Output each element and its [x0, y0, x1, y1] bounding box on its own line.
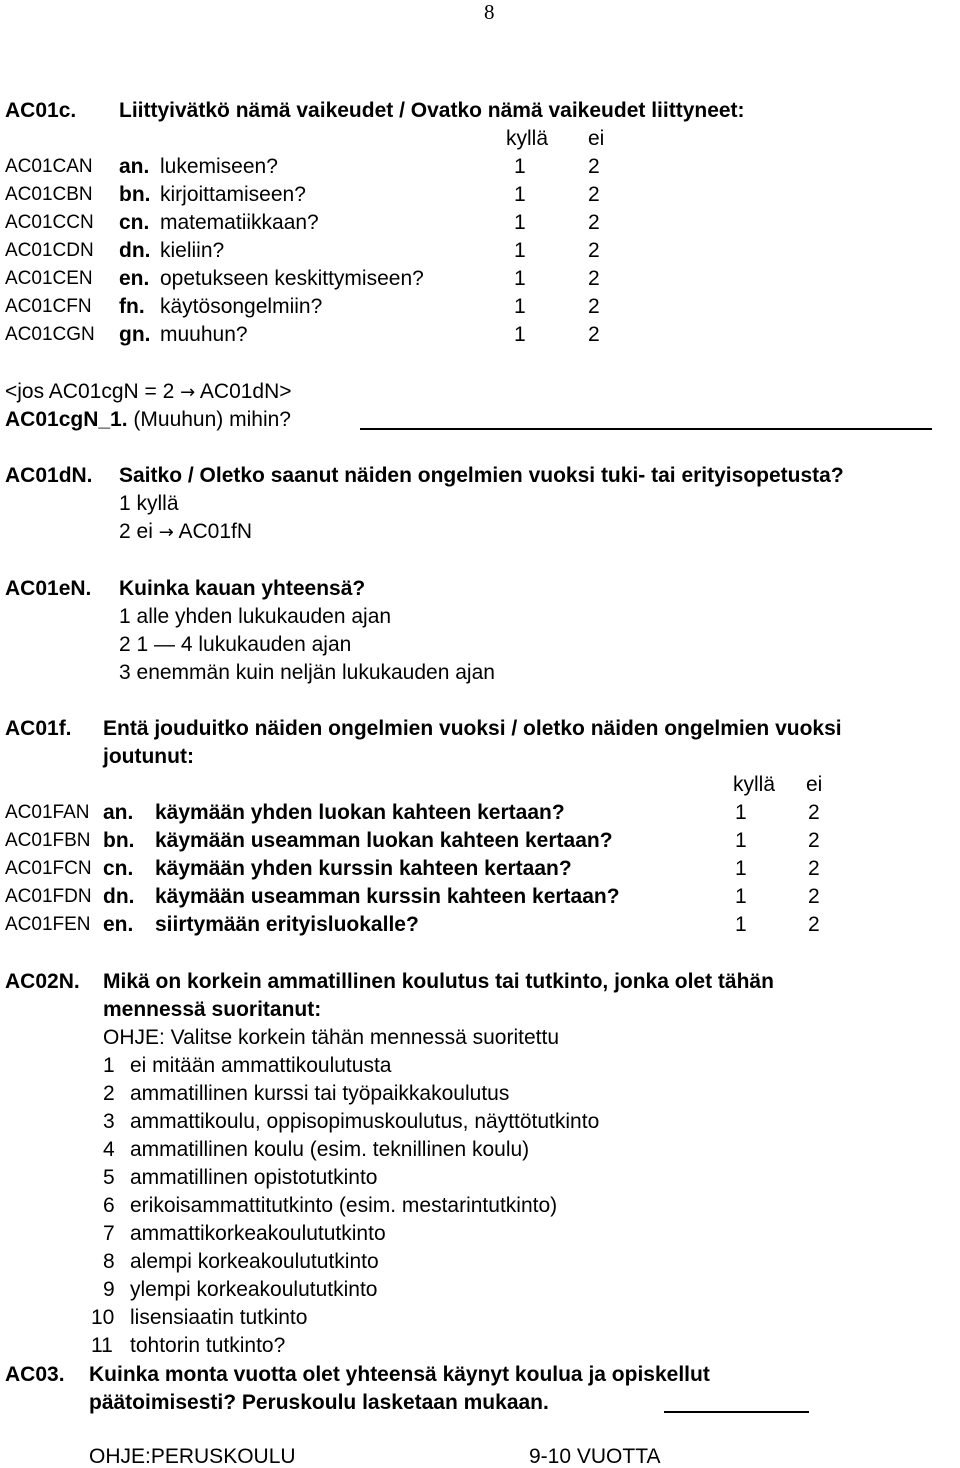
answer-line-years[interactable] [664, 1411, 809, 1413]
question-text-ac01f-line1: Entä jouduitko näiden ongelmien vuoksi / oletko näiden ongelmien vuoksi [103, 717, 842, 740]
answer-yes[interactable]: 1 [735, 829, 747, 852]
item-code: AC01CBN [5, 184, 93, 205]
item-code: AC01FBN [5, 830, 91, 851]
answer-option-ac01d-2-label: 2 ei [119, 520, 153, 543]
item-letter: bn. [103, 829, 135, 852]
question-text-ac02-line2: mennessä suoritanut: [103, 998, 322, 1021]
item-letter: cn. [119, 211, 150, 234]
item-code: AC01FDN [5, 886, 92, 907]
page-number: 8 [484, 0, 495, 24]
answer-yes[interactable]: 1 [735, 885, 747, 908]
item-letter: gn. [119, 323, 151, 346]
question-text-ac01c: Liittyivätkö nämä vaikeudet / Ovatko nämä vaikeudet liittyneet: [119, 99, 745, 122]
question-code-ac01e: AC01eN. [5, 577, 92, 600]
answer-no[interactable]: 2 [588, 211, 600, 234]
item-letter: an. [103, 801, 134, 824]
option-text[interactable]: ammattikoulu, oppisopimuskoulutus, näyttötutkinto [130, 1110, 600, 1133]
item-letter: en. [103, 913, 134, 936]
answer-no[interactable]: 2 [588, 323, 600, 346]
item-letter: cn. [103, 857, 134, 880]
instruction-text: OHJE: Valitse korkein tähän mennessä suoritettu [103, 1026, 560, 1049]
option-number[interactable]: 7 [103, 1222, 115, 1245]
item-code: AC01FAN [5, 802, 90, 823]
item-letter: an. [119, 155, 150, 178]
answer-option-ac01e-2[interactable]: 2 1 — 4 lukukauden ajan [119, 633, 352, 656]
item-letter: dn. [119, 239, 151, 262]
option-number[interactable]: 10 [91, 1306, 115, 1329]
option-text[interactable]: ammattikorkeakoulututkinto [130, 1222, 386, 1245]
skip-target: AC01dN> [199, 380, 292, 403]
arrow-right-icon: → [158, 522, 174, 543]
item-letter: dn. [103, 885, 135, 908]
option-number[interactable]: 5 [103, 1166, 115, 1189]
option-text[interactable]: lisensiaatin tutkinto [130, 1306, 308, 1329]
column-header-yes: kyllä [506, 127, 549, 150]
question-text-ac02-line1: Mikä on korkein ammatillinen koulutus tai tutkinto, jonka olet tähän [103, 970, 774, 993]
item-letter: fn. [119, 295, 145, 318]
instruction-footer-right: 9-10 VUOTTA [529, 1445, 661, 1468]
answer-yes[interactable]: 1 [735, 857, 747, 880]
item-code: AC01CFN [5, 296, 92, 317]
answer-option-ac01e-3[interactable]: 3 enemmän kuin neljän lukukauden ajan [119, 661, 495, 684]
question-text-ac01f-line2: joutunut: [103, 745, 194, 768]
option-text[interactable]: erikoisammattitutkinto (esim. mestarintutkinto) [130, 1194, 558, 1217]
item-text: käymään yhden luokan kahteen kertaan? [155, 801, 565, 824]
answer-yes[interactable]: 1 [514, 183, 526, 206]
option-number[interactable]: 3 [103, 1110, 115, 1133]
item-text: siirtymään erityisluokalle? [155, 913, 419, 936]
question-code-ac01f: AC01f. [5, 717, 72, 740]
option-number[interactable]: 8 [103, 1250, 115, 1273]
answer-no[interactable]: 2 [808, 857, 820, 880]
answer-no[interactable]: 2 [588, 267, 600, 290]
question-other [5, 409, 291, 430]
answer-no[interactable]: 2 [588, 155, 600, 178]
item-code: AC01CAN [5, 156, 93, 177]
option-number[interactable]: 4 [103, 1138, 115, 1161]
question-code-other: AC01cgN_1. [5, 408, 128, 431]
option-text[interactable]: ammatillinen kurssi tai työpaikkakoulutus [130, 1082, 510, 1105]
option-number[interactable]: 9 [103, 1278, 115, 1301]
question-code-ac01d: AC01dN. [5, 464, 93, 487]
item-code: AC01FCN [5, 858, 92, 879]
answer-option-ac01e-1[interactable]: 1 alle yhden lukukauden ajan [119, 605, 392, 628]
column-header-no: ei [588, 127, 605, 150]
answer-yes[interactable]: 1 [514, 295, 526, 318]
answer-option-ac01d-2[interactable] [119, 521, 252, 542]
answer-no[interactable]: 2 [808, 801, 820, 824]
answer-no[interactable]: 2 [808, 913, 820, 936]
answer-yes[interactable]: 1 [514, 267, 526, 290]
option-number[interactable]: 11 [91, 1334, 113, 1357]
answer-no[interactable]: 2 [808, 829, 820, 852]
item-code: AC01CDN [5, 240, 94, 261]
question-text-ac03-line1: Kuinka monta vuotta olet yhteensä käynyt koulua ja opiskellut [89, 1363, 710, 1386]
question-code-ac01c: AC01c. [5, 99, 77, 122]
instruction-footer-left: OHJE:PERUSKOULU [89, 1445, 296, 1468]
arrow-right-icon: → [180, 382, 196, 403]
answer-no[interactable]: 2 [588, 239, 600, 262]
question-text-ac01e: Kuinka kauan yhteensä? [119, 577, 366, 600]
answer-line-other[interactable] [360, 428, 932, 430]
item-letter: en. [119, 267, 150, 290]
item-code: AC01CEN [5, 268, 93, 289]
question-text-other: (Muuhun) mihin? [133, 408, 291, 431]
item-text: muuhun? [160, 323, 248, 346]
item-text: kirjoittamiseen? [160, 183, 306, 206]
column-header-no: ei [806, 773, 823, 796]
answer-yes[interactable]: 1 [514, 155, 526, 178]
question-code-ac03: AC03. [5, 1363, 65, 1386]
question-text-ac03-line2: päätoimisesti? Peruskoulu lasketaan mukaan. [89, 1391, 549, 1414]
item-letter: bn. [119, 183, 151, 206]
item-text: käytösongelmiin? [160, 295, 323, 318]
column-header-yes: kyllä [733, 773, 776, 796]
question-code-ac02: AC02N. [5, 970, 80, 993]
item-code: AC01CGN [5, 324, 95, 345]
option-text[interactable]: ei mitään ammattikoulutusta [130, 1054, 392, 1077]
question-text-ac01d: Saitko / Oletko saanut näiden ongelmien vuoksi tuki- tai erityisopetusta? [119, 464, 844, 487]
option-text[interactable]: ammatillinen opistotutkinto [130, 1166, 378, 1189]
answer-option-ac01d-1[interactable]: 1 kyllä [119, 492, 179, 515]
skip-target: AC01fN [178, 520, 253, 543]
skip-condition [5, 381, 292, 402]
item-text: käymään useamman luokan kahteen kertaan? [155, 829, 613, 852]
item-text: käymään useamman kurssin kahteen kertaan? [155, 885, 620, 908]
item-text: lukemiseen? [160, 155, 278, 178]
option-text[interactable]: ylempi korkeakoulututkinto [130, 1278, 378, 1301]
answer-no[interactable]: 2 [588, 183, 600, 206]
answer-yes[interactable]: 1 [514, 323, 526, 346]
option-text[interactable]: alempi korkeakoulututkinto [130, 1250, 379, 1273]
option-text[interactable]: tohtorin tutkinto? [130, 1334, 286, 1357]
item-text: kieliin? [160, 239, 225, 262]
option-number[interactable]: 1 [103, 1054, 115, 1077]
answer-yes[interactable]: 1 [514, 239, 526, 262]
item-text: käymään yhden kurssin kahteen kertaan? [155, 857, 572, 880]
answer-yes[interactable]: 1 [735, 913, 747, 936]
answer-no[interactable]: 2 [808, 885, 820, 908]
skip-condition-text: <jos AC01cgN = 2 [5, 380, 175, 403]
option-number[interactable]: 6 [103, 1194, 115, 1217]
answer-no[interactable]: 2 [588, 295, 600, 318]
answer-yes[interactable]: 1 [735, 801, 747, 824]
item-code: AC01FEN [5, 914, 91, 935]
item-code: AC01CCN [5, 212, 94, 233]
item-text: matematiikkaan? [160, 211, 319, 234]
option-number[interactable]: 2 [103, 1082, 115, 1105]
item-text: opetukseen keskittymiseen? [160, 267, 424, 290]
answer-yes[interactable]: 1 [514, 211, 526, 234]
option-text[interactable]: ammatillinen koulu (esim. teknillinen koulu) [130, 1138, 530, 1161]
